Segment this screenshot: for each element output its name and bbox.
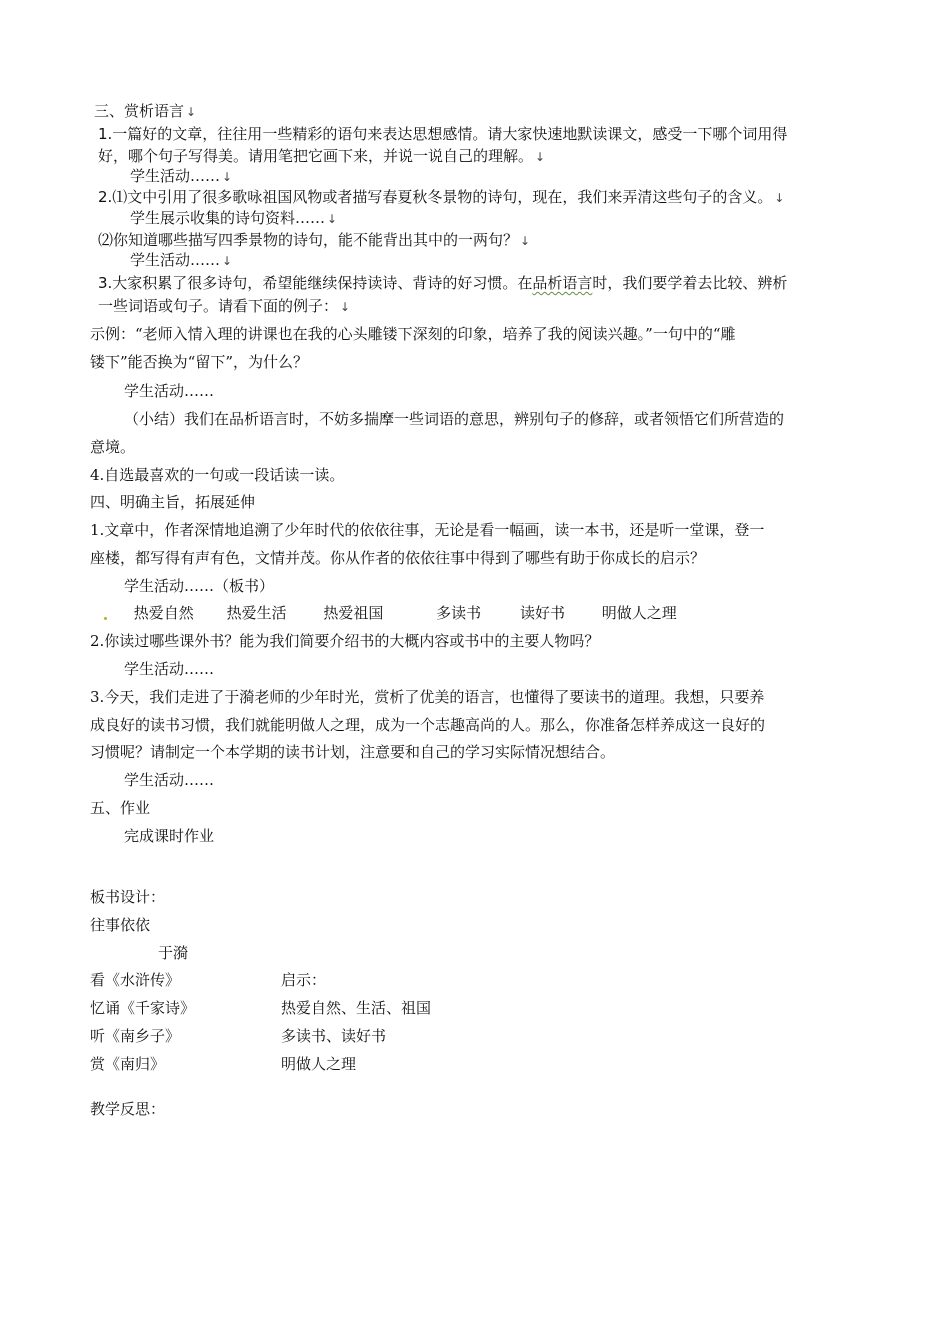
board-title: 往事依依 xyxy=(90,916,151,934)
activity-2: 学生活动…… ↓ xyxy=(130,251,233,269)
board-right-item: 明做人之理 xyxy=(281,1055,357,1073)
board-items-row xyxy=(104,603,677,623)
activity-q2: 学生活动…… xyxy=(124,660,215,678)
show-poems: 学生展示收集的诗句资料…… ↓ xyxy=(130,209,338,227)
homework-task: 完成课时作业 xyxy=(124,827,215,845)
board-design-label: 板书设计： xyxy=(90,888,166,906)
q1-line2: 座楼，都写得有声有色，文情并茂。你从作者的依依往事中得到了哪些有助于你成长的启示？ xyxy=(90,549,706,567)
item1-line1: 1.一篇好的文章，往往用一些精彩的语句来表达思想感情。请大家快速地默读课文，感受一下哪个词用得 xyxy=(98,125,788,143)
item4: 4.自选最喜欢的一句或一段话读一读。 xyxy=(90,466,345,484)
board-left-item: 听《南乡子》 xyxy=(90,1027,181,1045)
board-left-item: 忆诵《千家诗》 xyxy=(90,999,196,1017)
item3-line1: 3.大家积累了很多诗句，希望能继续保持读诗、背诗的好习惯。在品析语言时，我们要学着去比较、辨析 xyxy=(98,274,788,292)
section5-heading: 五、作业 xyxy=(90,799,151,817)
summary-line2: 意境。 xyxy=(90,438,136,456)
q2: 2.你读过哪些课外书？能为我们简要介绍书的大概内容或书中的主要人物吗？ xyxy=(90,632,600,650)
q3-line3: 习惯呢？请制定一个本学期的读书计划，注意要和自己的学习实际情况想结合。 xyxy=(90,743,616,761)
example-line1: 示例：“老师入情入理的讲课也在我的心头雕镂下深刻的印象，培养了我的阅读兴趣。”一句中的“雕 xyxy=(90,325,736,343)
board-item: 明做人之理 xyxy=(601,604,677,622)
item3-line2: 一些词语或句子。请看下面的例子： ↓ xyxy=(98,297,351,315)
board-item: 热爱自然 xyxy=(133,604,194,622)
summary-line1: （小结）我们在品析语言时，不妨多揣摩一些词语的意思，辨别句子的修辞，或者领悟它们所营造的 xyxy=(124,410,785,428)
board-author: 于漪 xyxy=(158,944,189,962)
board-item: 热爱生活 xyxy=(226,604,287,622)
activity-3: 学生活动…… xyxy=(124,382,215,400)
section3-heading: 三、赏析语言 ↓ xyxy=(94,102,197,120)
activity-board: 学生活动……（板书） xyxy=(124,577,275,595)
board-item: 多读书 xyxy=(436,604,482,622)
marker-dot xyxy=(104,617,107,620)
item1-line2: 好，哪个句子写得美。请用笔把它画下来，并说一说自己的理解。 ↓ xyxy=(98,147,546,165)
item2b: ⑵你知道哪些描写四季景物的诗句，能不能背出其中的一两句？ ↓ xyxy=(98,231,531,249)
activity-q3: 学生活动…… xyxy=(124,771,215,789)
example-line2: 镂下”能否换为“留下”，为什么？ xyxy=(90,353,309,371)
board-left-item: 看《水浒传》 xyxy=(90,971,181,989)
teaching-reflection: 教学反思： xyxy=(90,1100,166,1118)
board-right-item: 多读书、读好书 xyxy=(281,1027,387,1045)
board-item: 读好书 xyxy=(519,604,565,622)
item2-line1: 2.⑴文中引用了很多歌咏祖国风物或者描写春夏秋冬景物的诗句，现在，我们来弄清这些句子的含义。 ↓ xyxy=(98,188,785,206)
q3-line1: 3.今天，我们走进了于漪老师的少年时光，赏析了优美的语言，也懂得了要读书的道理。我想，只要养 xyxy=(90,688,765,706)
section4-heading: 四、明确主旨，拓展延伸 xyxy=(90,493,256,511)
board-left-item: 赏《南归》 xyxy=(90,1055,166,1073)
activity-1: 学生活动…… ↓ xyxy=(130,167,233,185)
board-right-item: 启示： xyxy=(281,971,327,989)
q1-line1: 1.文章中，作者深情地追溯了少年时代的依依往事，无论是看一幅画，读一本书，还是听一堂课，登一 xyxy=(90,521,765,539)
board-item: 热爱祖国 xyxy=(323,604,384,622)
board-right-item: 热爱自然、生活、祖国 xyxy=(281,999,432,1017)
q3-line2: 成良好的读书习惯，我们就能明做人之理，成为一个志趣高尚的人。那么，你准备怎样养成这一良好的 xyxy=(90,716,766,734)
